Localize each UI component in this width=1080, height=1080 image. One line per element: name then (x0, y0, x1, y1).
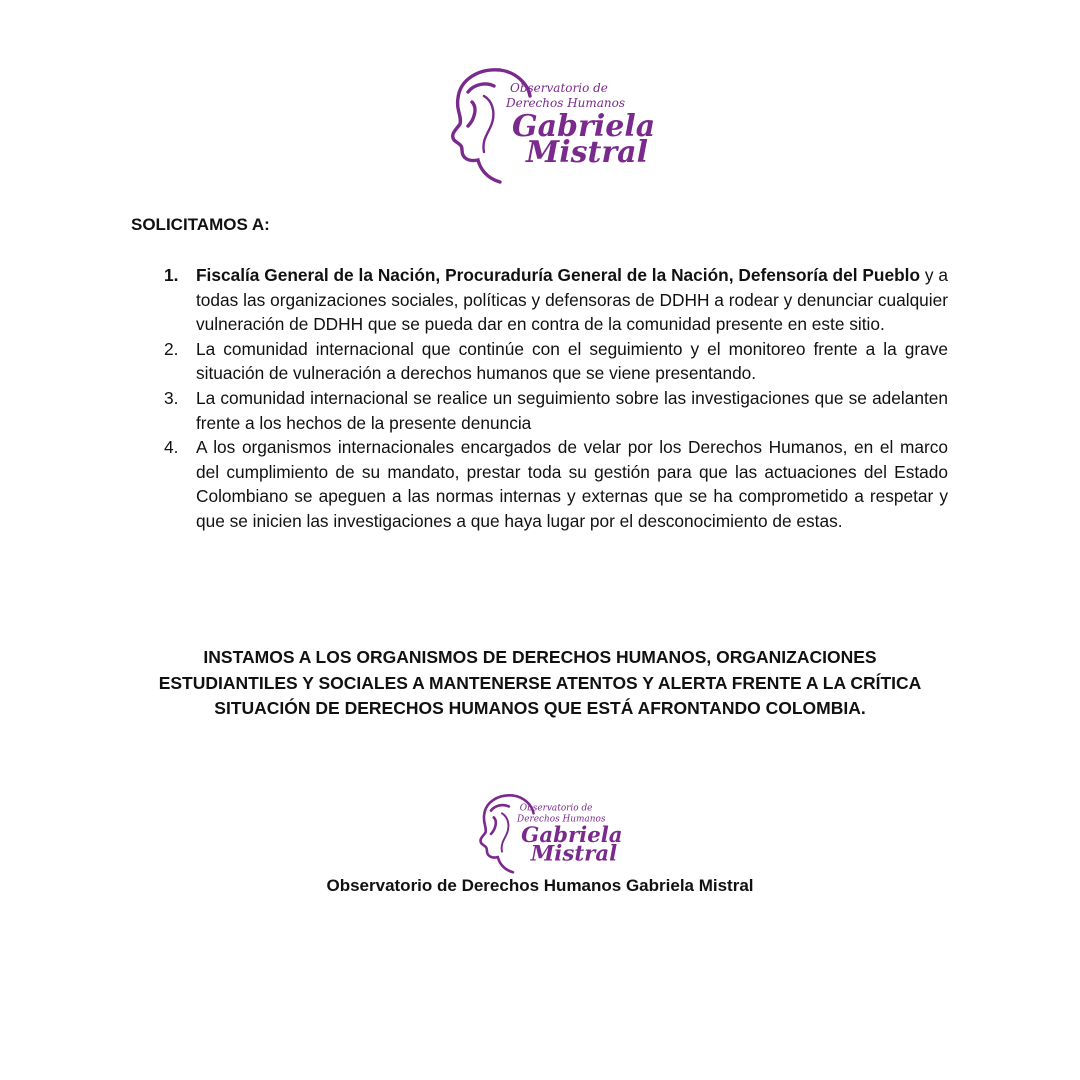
logo-line-3: Gabriela (512, 109, 656, 144)
gabriela-mistral-logo-icon (438, 62, 656, 186)
list-item (164, 263, 948, 337)
list-item-text: A los organismos internacionales encargados de velar por los Derechos Humanos, en el marco del cumplimiento de su mandato, prestar toda su gestión para que las actuaciones del Estado Colombiano se apeguen a las normas internas y externas que se ha comprometido a respetar y que se inicien las investigaciones a que haya lugar por el desconocimiento de estas. (196, 437, 948, 531)
logo-small-line-3: Gabriela (521, 823, 623, 849)
logo-small-line-4: Mistral (530, 841, 618, 867)
signature: Observatorio de Derechos Humanos Gabriela Mistral (326, 876, 754, 895)
logo-bottom (470, 790, 623, 875)
list-item-bold-text: Fiscalía General de la Nación, Procuraduría General de la Nación, Defensoría del Pueblo (196, 265, 920, 285)
list-item-text: y a todas las organizaciones sociales, políticas y defensoras de DDHH a rodear y denunciar cualquier vulneración de DDHH que se pueda dar en contra de la comunidad presente en este sitio. (196, 265, 948, 335)
list-number: 3. (164, 387, 179, 408)
logo-line-4: Mistral (526, 135, 648, 170)
gabriela-mistral-logo-small-icon (470, 790, 623, 875)
list-item (164, 337, 948, 386)
list-number: 4. (164, 437, 179, 458)
list-item-text: La comunidad internacional que continúe con el seguimiento y el monitoreo frente a la grave situación de vulneración a derechos humanos que se viene presentando. (196, 338, 948, 384)
logo-line-1: Observatorio de (510, 81, 608, 95)
page-heading: SOLICITAMOS A: (131, 215, 270, 234)
list-number: 2. (164, 338, 179, 359)
logo-top (438, 62, 656, 186)
request-list (164, 263, 948, 534)
logo-small-line-1: Observatorio de (519, 803, 593, 814)
logo-line-2: Derechos Humanos (506, 96, 626, 110)
list-number: 1. (164, 265, 179, 285)
closing-statement: INSTAMOS A LOS ORGANISMOS DE DERECHOS HUMANOS, ORGANIZACIONES ESTUDIANTILES Y SOCIALES A MANTENERSE ATENTOS Y ALERTA FRENTE A LA CRÍTICA SITUACIÓN DE DERECHOS HUMANOS QUE ESTÁ AFRONTANDO COLOMBIA. (158, 647, 922, 718)
logo-small-line-2: Derechos Humanos (517, 814, 606, 825)
list-item (164, 386, 948, 435)
list-item (164, 435, 948, 533)
list-item-text: La comunidad internacional se realice un seguimiento sobre las investigaciones que se adelanten frente a los hechos de la presente denuncia (196, 387, 948, 433)
